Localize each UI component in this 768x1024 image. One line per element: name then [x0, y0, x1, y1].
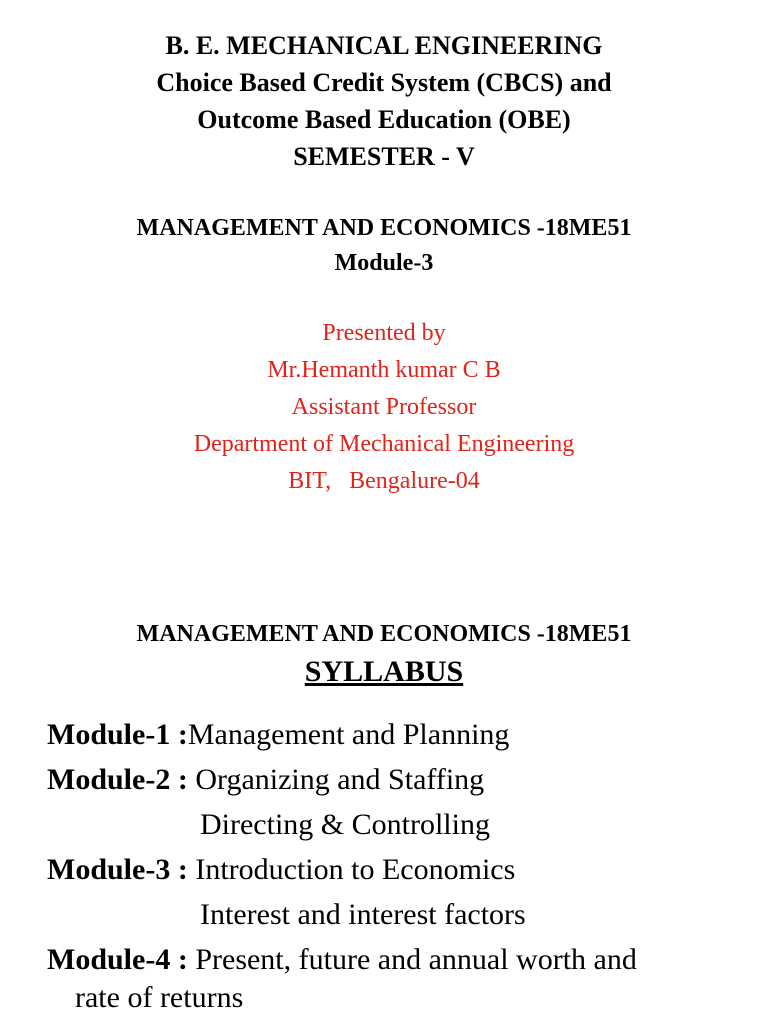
scheme-line: Choice Based Credit System (CBCS) and [156, 68, 612, 97]
semester-line: SEMESTER - V [293, 142, 475, 171]
module-topic: Management and Planning [187, 718, 510, 751]
module-item [47, 937, 747, 982]
module-item [47, 847, 747, 892]
presenter-designation: Assistant Professor [291, 394, 477, 420]
module-topic-continuation: Interest and interest factors [200, 898, 526, 931]
program-title: B. E. MECHANICAL ENGINEERING [165, 31, 603, 60]
title-slide [0, 0, 768, 500]
module-topic: Organizing and Staffing [187, 763, 485, 796]
syllabus-heading: SYLLABUS [304, 655, 464, 688]
module-list [47, 712, 747, 1014]
module-topic-continuation: Directing & Controlling [200, 808, 490, 841]
spacer [0, 281, 768, 315]
presenter-department: Department of Mechanical Engineering [193, 431, 575, 457]
module-label: Module-1 : [47, 718, 188, 751]
scheme-line-2: Outcome Based Education (OBE) [197, 105, 571, 134]
module-title: Module-3 [334, 250, 434, 276]
spacer [0, 175, 768, 211]
presenter-name: Mr.Hemanth kumar C B [267, 357, 501, 383]
syllabus-subject-title: MANAGEMENT AND ECONOMICS -18ME51 [136, 621, 632, 647]
presented-by-label: Presented by [322, 320, 446, 346]
top-spacer [0, 0, 768, 27]
module-topic: Introduction to Economics [187, 853, 516, 886]
syllabus-slide [0, 616, 768, 1014]
module-item [47, 757, 747, 802]
module-label: Module-2 : [47, 763, 188, 796]
module-label: Module-3 : [47, 853, 188, 886]
module-item [47, 712, 747, 757]
module-label: Module-4 : [47, 943, 188, 976]
module-topic: Present, future and annual worth and [187, 943, 637, 976]
subject-title: MANAGEMENT AND ECONOMICS -18ME51 [136, 215, 632, 241]
presenter-institute: BIT, Bengalure-04 [288, 468, 480, 494]
module-topic-wrap: rate of returns [75, 981, 244, 1014]
